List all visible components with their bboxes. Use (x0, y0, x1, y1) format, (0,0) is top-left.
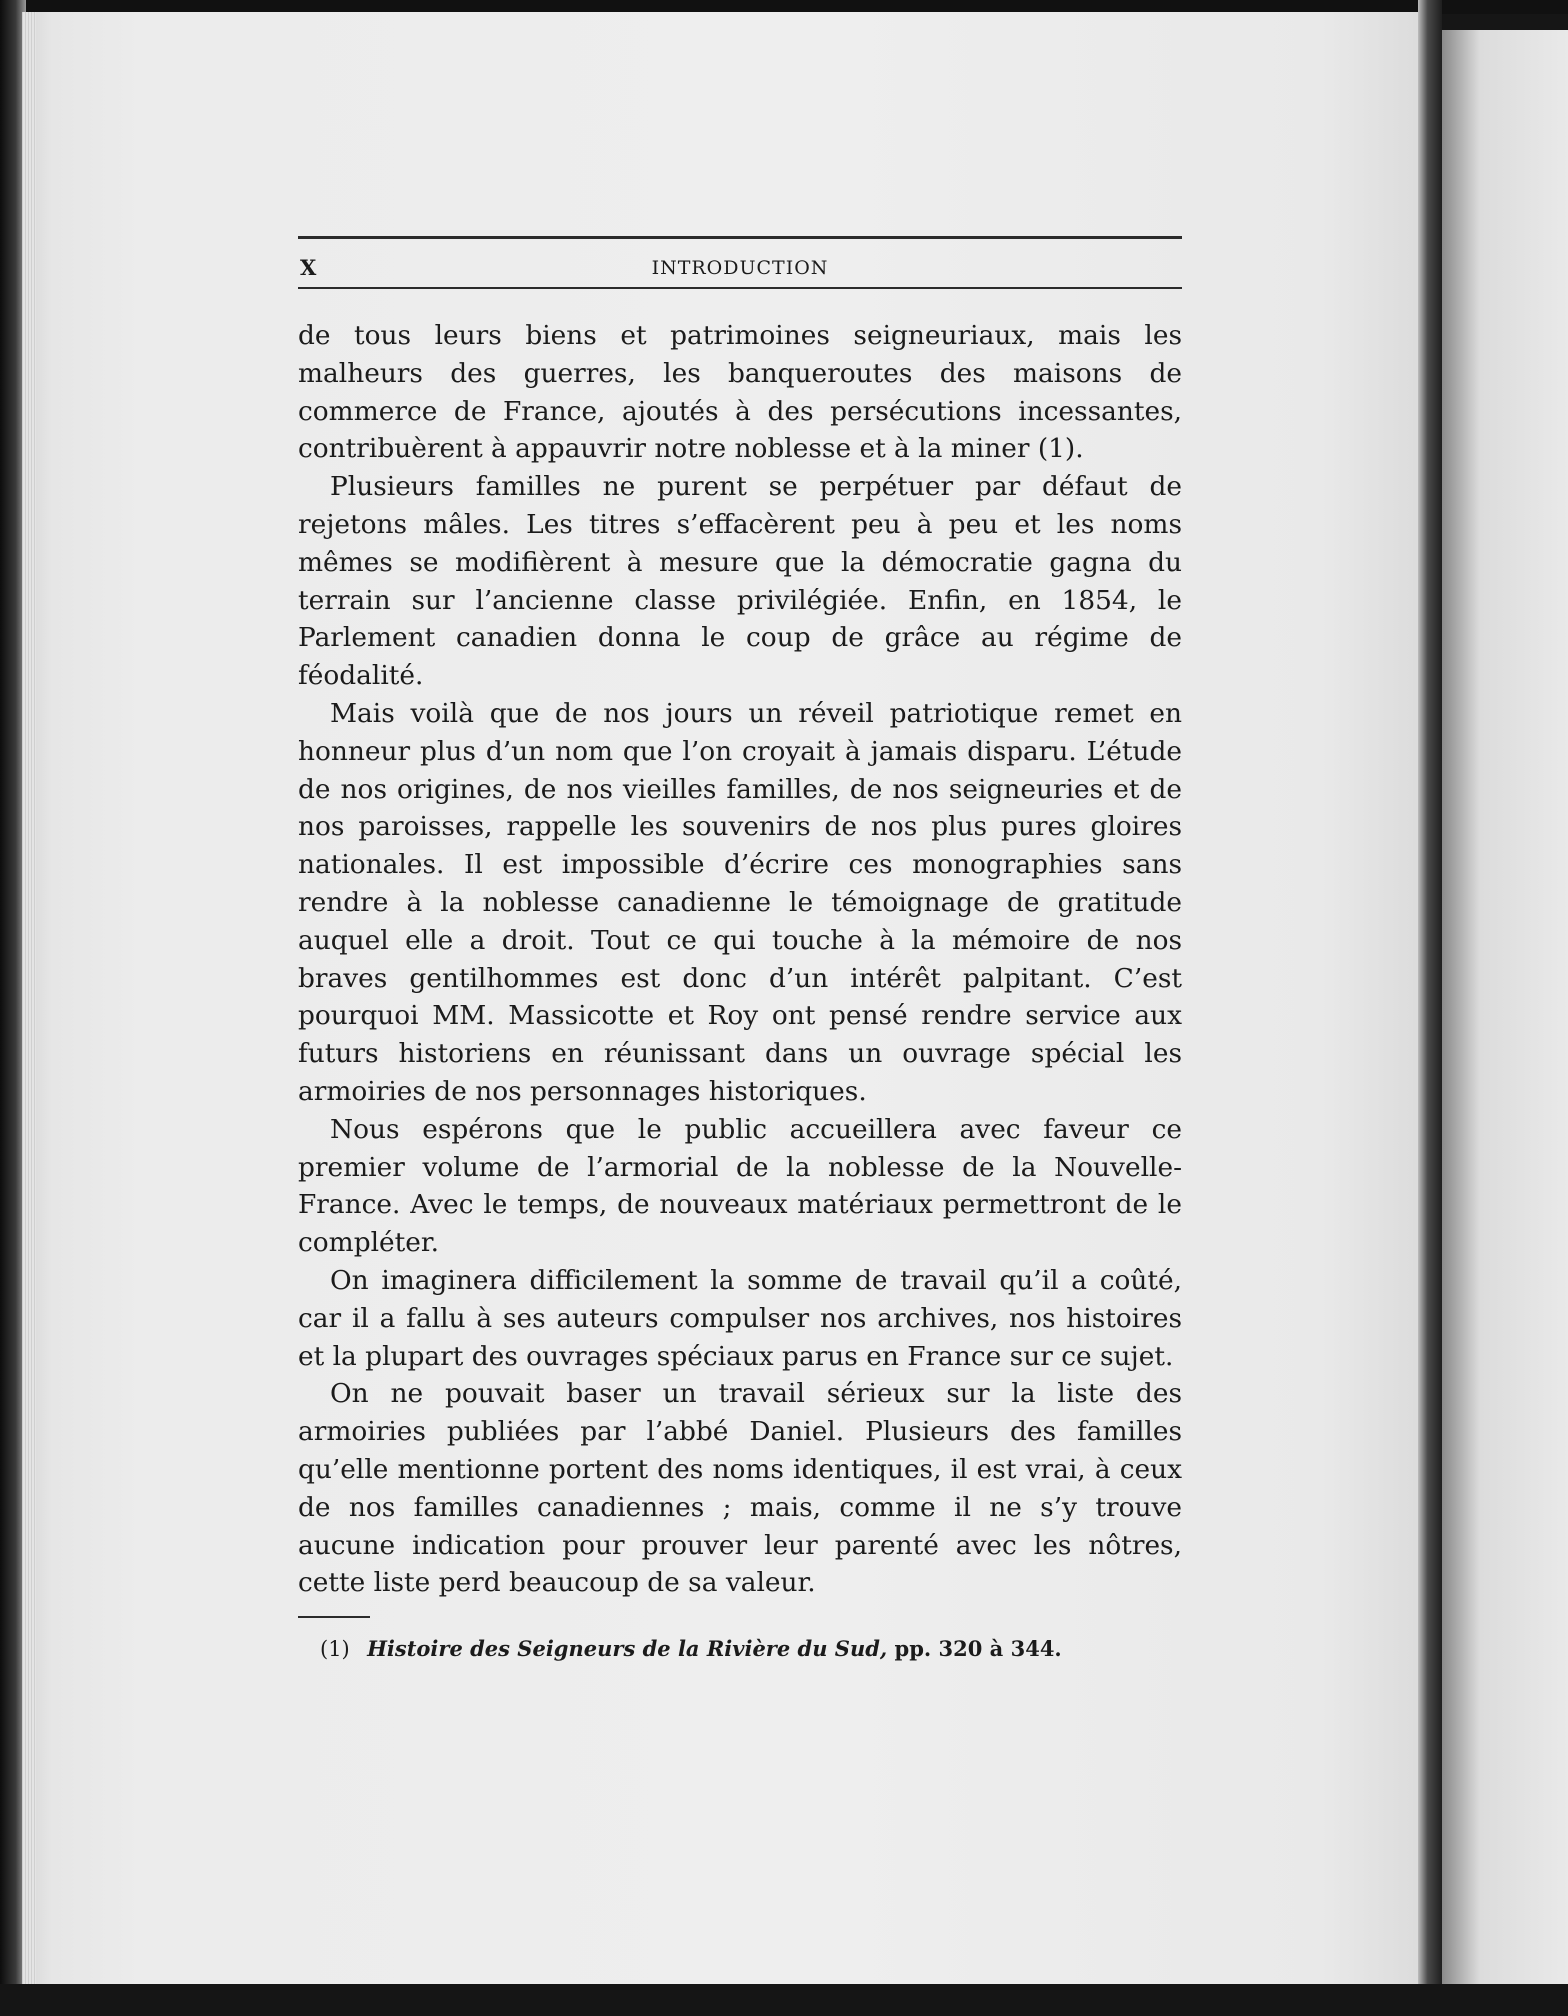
paragraph: On imaginera difficilement la somme de travail qu’il a coûté, car il a fallu à ses auteurs compulser nos archives, nos histoires et la plupart des ouvrages spéciaux parus en France sur ce sujet. (298, 1264, 1182, 1372)
running-head (298, 253, 1182, 283)
book-gutter (1418, 0, 1442, 2016)
footnote-marker: (1) (320, 1637, 350, 1662)
scan-bottom-edge (0, 1984, 1568, 2016)
paragraph: de tous leurs biens et patrimoines seigneuriaux, mais les malheurs des guerres, les banqueroutes des maisons de commerce de France, ajoutés à des persécutions incessantes, contribuèrent à appauvrir notre noblesse et à la miner (1). (298, 320, 1182, 465)
page-stack-edges (22, 12, 36, 1984)
paragraph: Mais voilà que de nos jours un réveil patriotique remet en honneur plus d’un nom que l’on croyait à jamais disparu. L’étude de nos origines, de nos vieilles familles, de nos seigneuries et de nos paroisses, rappelle les souvenirs de nos plus pures gloires nationales. Il est impossible d’écrire ces monographies sans rendre à la noblesse canadienne le témoignage de gratitude auquel elle a droit. Tout ce qui touche à la mémoire de nos braves gentilhommes est donc d’un intérêt palpitant. C’est pourquoi MM. Massicotte et Roy ont pensé rendre service aux futurs historiens en réunissant dans un ouvrage spécial les armoiries de nos personnages historiques. (298, 697, 1182, 1107)
body-text (298, 317, 1182, 1602)
header-rule-bottom (298, 287, 1182, 289)
page-text-block (298, 236, 1182, 1664)
footnote-rule (298, 1616, 370, 1618)
header-rule-top (298, 236, 1182, 239)
footnote-pages: pp. 320 à 344. (894, 1636, 1062, 1662)
page-number: X (300, 255, 318, 280)
paragraph: Nous espérons que le public accueillera avec faveur ce premier volume de l’armorial de la noblesse de la Nouvelle-France. Avec le temps, de nouveaux matériaux permettront de le compléter. (298, 1113, 1182, 1259)
footnote (298, 1634, 1182, 1664)
paragraph: On ne pouvait baser un travail sérieux sur la liste des armoiries publiées par l’abbé Daniel. Plusieurs des familles qu’elle mentionne portent des noms identiques, il est vrai, à ceux de nos familles canadiennes ; mais, comme il ne s’y trouve aucune indication pour prouver leur parenté avec les nôtres, cette liste perd beaucoup de sa valeur. (298, 1378, 1182, 1599)
running-head-title: INTRODUCTION (651, 257, 829, 279)
facing-page-edge (1442, 30, 1568, 1986)
paragraph: Plusieurs familles ne purent se perpétuer par défaut de rejetons mâles. Les titres s’effacèrent peu à peu et les noms mêmes se modifièrent à mesure que la démocratie gagna du terrain sur l’ancienne classe privilégiée. Enfin, en 1854, le Parlement canadien donna le coup de grâce au régime de féodalité. (298, 471, 1182, 692)
footnote-title: Histoire des Seigneurs de la Rivière du Sud, (367, 1636, 888, 1662)
